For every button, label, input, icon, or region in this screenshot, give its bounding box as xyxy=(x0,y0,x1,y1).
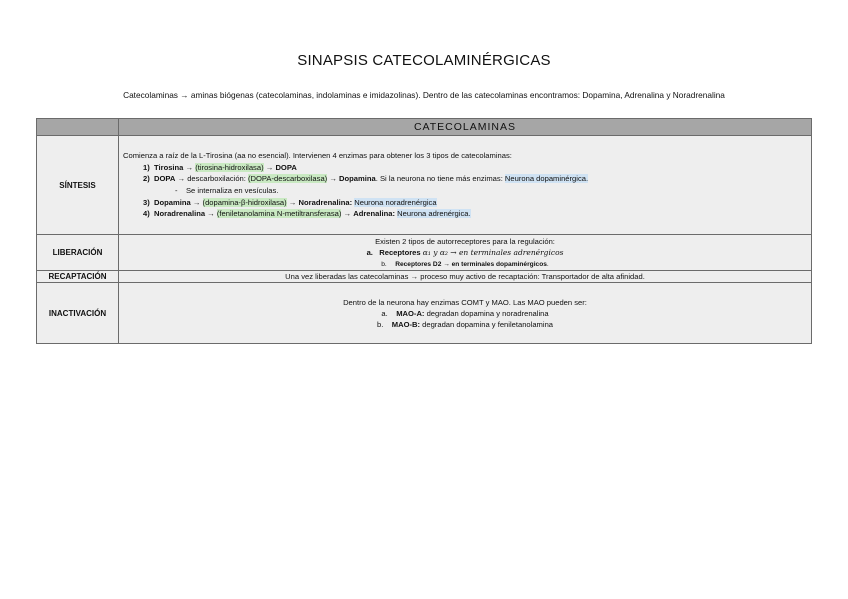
row-label-liberacion: LIBERACIÓN xyxy=(37,235,119,271)
sintesis-step-4: 4) Noradrenalina → (feniletanolamina N-metiltransferasa) → Adrenalina: Neurona adrenérgica. xyxy=(143,209,471,219)
intro-paragraph: Catecolaminas → aminas biógenas (catecolaminas, indolaminas e imidazolinas). Dentro de las catecolaminas encontramos: Dopamina, Adrenalina y Noradrenalina xyxy=(123,90,725,100)
table-corner-cell xyxy=(37,119,119,136)
liberacion-line-1: Existen 2 tipos de autorreceptores para la regulación: xyxy=(375,236,555,246)
enzyme-highlight: (feniletanolamina N-metiltransferasa) xyxy=(216,209,342,219)
enzyme-highlight: (DOPA-descarboxilasa) xyxy=(248,174,328,184)
sintesis-step-2-sub: - Se internaliza en vesículas. xyxy=(175,186,279,195)
table-row-inactivacion xyxy=(37,283,812,344)
neuron-type-highlight: Neurona dopaminérgica. xyxy=(504,174,589,184)
enzyme-highlight: (tirosina-hidroxilasa) xyxy=(195,162,264,172)
inactivacion-line-1: Dentro de la neurona hay enzimas COMT y MAO. Las MAO pueden ser: xyxy=(343,297,587,307)
liberacion-item-b: b. Receptores D2 → en terminales dopaminérgicos. xyxy=(381,260,549,268)
inactivacion-item-a: a. MAO-A: degradan dopamina y noradrenalina xyxy=(381,308,549,318)
sintesis-intro: Comienza a raíz de la L-Tirosina (aa no esencial). Intervienen 4 enzimas para obtener los 3 tipos de catecolaminas: xyxy=(123,151,512,161)
sintesis-content xyxy=(119,136,812,235)
enzyme-highlight: (dopamina-β-hidroxilasa) xyxy=(202,197,287,207)
table-header-row xyxy=(37,119,812,136)
row-label-recaptacion: RECAPTACIÓN xyxy=(37,271,119,283)
table-row-recaptacion xyxy=(37,271,812,283)
inactivacion-content xyxy=(119,283,812,344)
sintesis-step-2: 2) DOPA → descarboxilación: (DOPA-descarboxilasa) → Dopamina. Si la neurona no tiene más enzimas: Neurona dopaminérgica. xyxy=(143,174,589,184)
liberacion-item-a: a. Receptores α₁ y α₂ → en terminales adrenérgicos xyxy=(366,247,564,257)
table-row-liberacion xyxy=(37,235,812,271)
neuron-type-highlight: Neurona adrenérgica. xyxy=(397,209,471,219)
page-title: SINAPSIS CATECOLAMINÉRGICAS xyxy=(297,52,551,69)
catecholamines-table xyxy=(36,118,812,344)
row-label-sintesis: SÍNTESIS xyxy=(37,136,119,235)
sintesis-step-1: 1) Tirosina → (tirosina-hidroxilasa) → DOPA xyxy=(143,162,297,172)
table-row-sintesis xyxy=(37,136,812,235)
neuron-type-highlight: Neurona noradrenérgica xyxy=(354,197,437,207)
recaptacion-content: Una vez liberadas las catecolaminas → proceso muy activo de recaptación: Transportador de alta afinidad. xyxy=(119,271,812,283)
column-header-catecolaminas: CATECOLAMINAS xyxy=(119,119,812,136)
inactivacion-item-b: b. MAO-B: degradan dopamina y feniletanolamina xyxy=(376,319,554,329)
liberacion-content xyxy=(119,235,812,271)
row-label-inactivacion: INACTIVACIÓN xyxy=(37,283,119,344)
sintesis-step-3: 3) Dopamina → (dopamina-β-hidroxilasa) → Noradrenalina: Neurona noradrenérgica xyxy=(143,197,437,207)
